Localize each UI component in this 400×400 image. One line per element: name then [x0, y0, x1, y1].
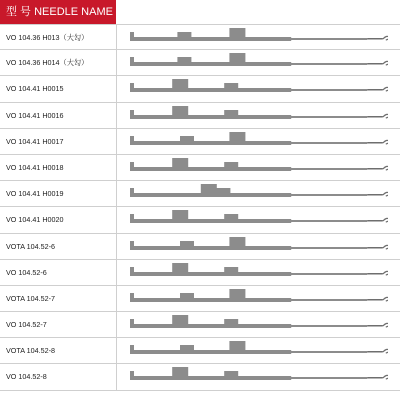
needle-name: VO 104.41 H0015 — [6, 84, 64, 94]
column-divider — [116, 286, 117, 311]
latch-needle-icon — [128, 26, 388, 50]
header-title: 型 号 NEEDLE NAME — [0, 0, 116, 24]
table-row — [0, 364, 400, 390]
column-divider — [116, 181, 117, 206]
table-row — [0, 24, 400, 50]
table-row — [0, 260, 400, 286]
needle-name: VOTA 104.52-8 — [6, 346, 56, 356]
table-row — [0, 50, 400, 76]
needle-name: VO 104.41 H0017 — [6, 136, 64, 146]
column-divider — [116, 76, 117, 101]
table-row — [0, 103, 400, 129]
column-divider — [116, 260, 117, 285]
needle-name: VO 104.36 H014（大勾） — [6, 58, 89, 68]
needle-name: VO 104.52-7 — [6, 320, 47, 330]
column-divider — [116, 129, 117, 154]
latch-needle-icon — [128, 77, 388, 101]
table-row — [0, 155, 400, 181]
column-divider — [116, 364, 117, 389]
needle-name: VO 104.41 H0020 — [6, 215, 64, 225]
latch-needle-icon — [128, 156, 388, 180]
latch-needle-icon — [128, 208, 388, 232]
needle-name: VOTA 104.52-7 — [6, 293, 56, 303]
table-row — [0, 76, 400, 102]
latch-needle-icon — [128, 235, 388, 259]
column-divider — [116, 50, 117, 75]
header-row — [0, 0, 400, 24]
column-divider — [116, 207, 117, 232]
table-row — [0, 129, 400, 155]
needle-list — [0, 24, 400, 391]
table-row — [0, 181, 400, 207]
column-divider — [116, 234, 117, 259]
latch-needle-icon — [128, 261, 388, 285]
needle-name: VO 104.41 H0019 — [6, 189, 64, 199]
table-row — [0, 312, 400, 338]
latch-needle-icon — [128, 130, 388, 154]
latch-needle-icon — [128, 287, 388, 311]
latch-needle-icon — [128, 365, 388, 389]
table-row — [0, 234, 400, 260]
latch-needle-icon — [128, 51, 388, 75]
needle-name: VOTA 104.52-6 — [6, 241, 56, 251]
latch-needle-icon — [128, 182, 388, 206]
needle-name: VO 104.41 H0018 — [6, 162, 64, 172]
column-divider — [116, 103, 117, 128]
table-row — [0, 207, 400, 233]
column-divider — [116, 312, 117, 337]
latch-needle-icon — [128, 339, 388, 363]
needle-name: VO 104.41 H0016 — [6, 110, 64, 120]
table-row — [0, 286, 400, 312]
column-divider — [116, 155, 117, 180]
table-row — [0, 338, 400, 364]
latch-needle-icon — [128, 104, 388, 128]
column-divider — [116, 25, 117, 49]
needle-name: VO 104.52-6 — [6, 267, 47, 277]
needle-name: VO 104.36 H013（大勾） — [6, 33, 89, 42]
latch-needle-icon — [128, 313, 388, 337]
column-divider — [116, 338, 117, 363]
needle-name: VO 104.52-8 — [6, 372, 47, 382]
